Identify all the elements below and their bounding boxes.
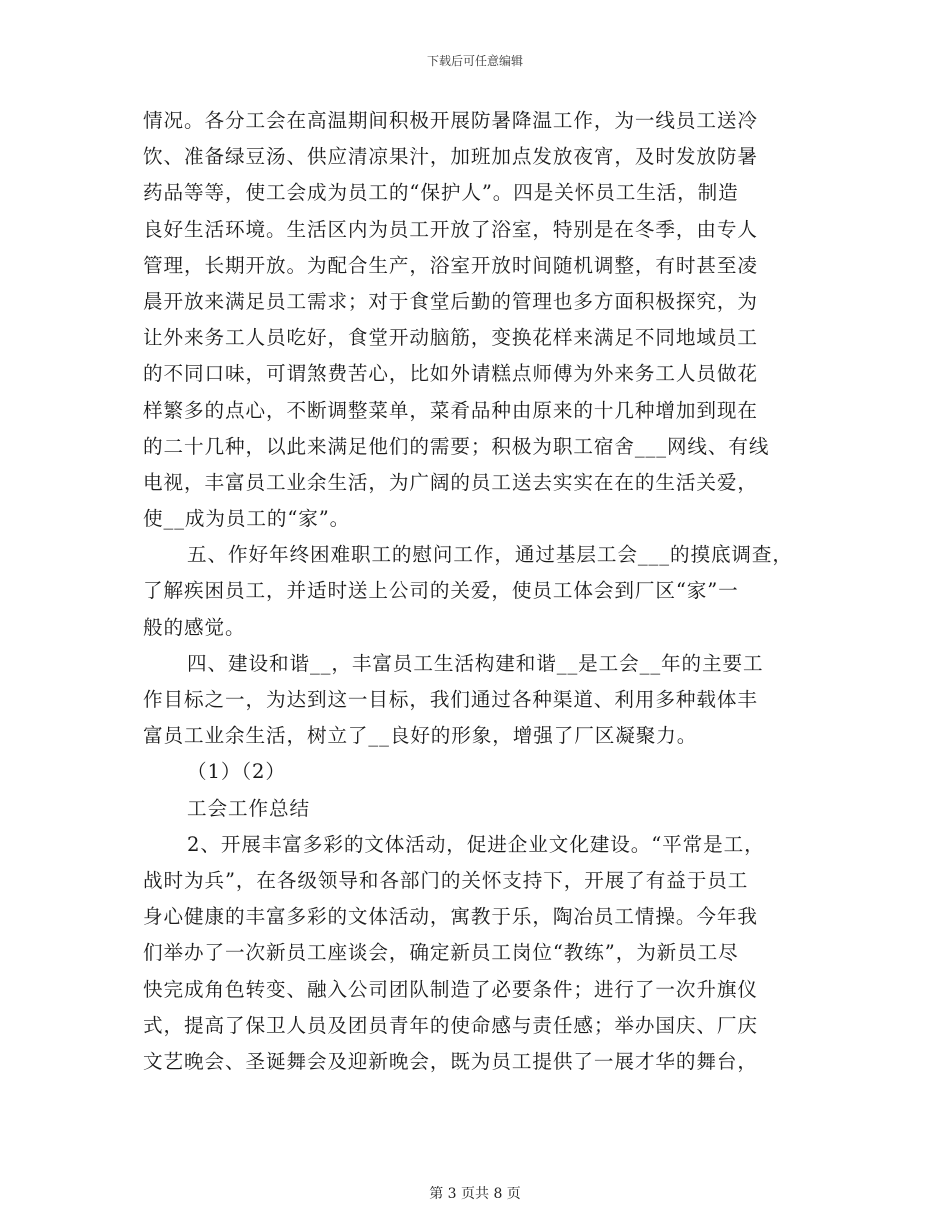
document-body <box>143 103 808 1080</box>
text-line: 良好生活环境。生活区内为员工开放了浴室，特别是在冬季，由专人 <box>143 217 758 241</box>
text-line: 富员工业余生活，树立了__良好的形象，增强了厂区凝聚力。 <box>143 724 698 748</box>
text-line: 使__成为员工的“家”。 <box>143 507 351 531</box>
text-line: 身心健康的丰富多彩的文体活动，寓教于乐，陶冶员工情操。今年我 <box>143 905 758 929</box>
text-line: 文艺晚会、圣诞舞会及迎新晚会，既为员工提供了一展才华的舞台， <box>143 1049 758 1073</box>
text-line: 让外来务工人员吃好，食堂开动脑筋，变换花样来满足不同地域员工 <box>143 326 758 350</box>
paragraph-start-line: （1）（2） <box>187 760 286 784</box>
text-line: 电视，丰富员工业余生活，为广阔的员工送去实实在在的生活关爱， <box>143 470 758 494</box>
text-line: 般的感觉。 <box>143 615 246 639</box>
text-line: 快完成角色转变、融入公司团队制造了必要条件；进行了一次升旗仪 <box>143 977 758 1001</box>
text-line: 药品等等，使工会成为员工的“保护人”。四是关怀员工生活，制造 <box>143 181 739 205</box>
text-line: 情况。各分工会在高温期间积极开展防暑降温工作，为一线员工送冷 <box>143 109 758 132</box>
text-line: 样繁多的点心，不断调整菜单，菜肴品种由原来的十几种增加到现在 <box>143 398 758 422</box>
text-line: 的二十几种，以此来满足他们的需要；积极为职工宿舍___网线、有线 <box>143 434 770 458</box>
paragraph-start-line: 2、开展丰富多彩的文体活动，促进企业文化建设。“平常是工， <box>187 832 765 856</box>
text-line: 了解疾困员工，并适时送上公司的关爱，使员工体会到厂区“家”一 <box>143 579 739 603</box>
text-line: 作目标之一，为达到这一目标，我们通过各种渠道、利用多种载体丰 <box>143 688 758 711</box>
page-header: 下载后可任意编辑 <box>426 54 523 68</box>
text-line: 们举办了一次新员工座谈会，确定新员工岗位“教练”，为新员工尽 <box>143 941 739 965</box>
text-line: 管理，长期开放。为配合生产，浴室开放时间随机调整，有时甚至凌 <box>143 253 758 277</box>
text-line: 式，提高了保卫人员及团员青年的使命感与责任感；举办国庆、厂庆 <box>143 1013 758 1037</box>
page-number: 第 3 页共 8 页 <box>429 1186 521 1202</box>
text-line: 战时为兵”，在各级领导和各部门的关怀支持下，开展了有益于员工 <box>143 868 749 892</box>
text-line: 饮、准备绿豆汤、供应清凉果汁，加班加点发放夜宵，及时发放防暑 <box>143 145 758 169</box>
text-line: 晨开放来满足员工需求；对于食堂后勤的管理也多方面积极探究，为 <box>143 289 758 313</box>
section-heading: 工会工作总结 <box>187 796 310 820</box>
text-line: 的不同口味，可谓煞费苦心，比如外请糕点师傅为外来务工人员做花 <box>143 362 758 386</box>
paragraph-start-line: 五、作好年终困难职工的慰问工作，通过基层工会___的摸底调查， <box>187 543 793 567</box>
paragraph-start-line: 四、建设和谐__，丰富员工生活构建和谐__是工会__年的主要工 <box>187 651 764 675</box>
